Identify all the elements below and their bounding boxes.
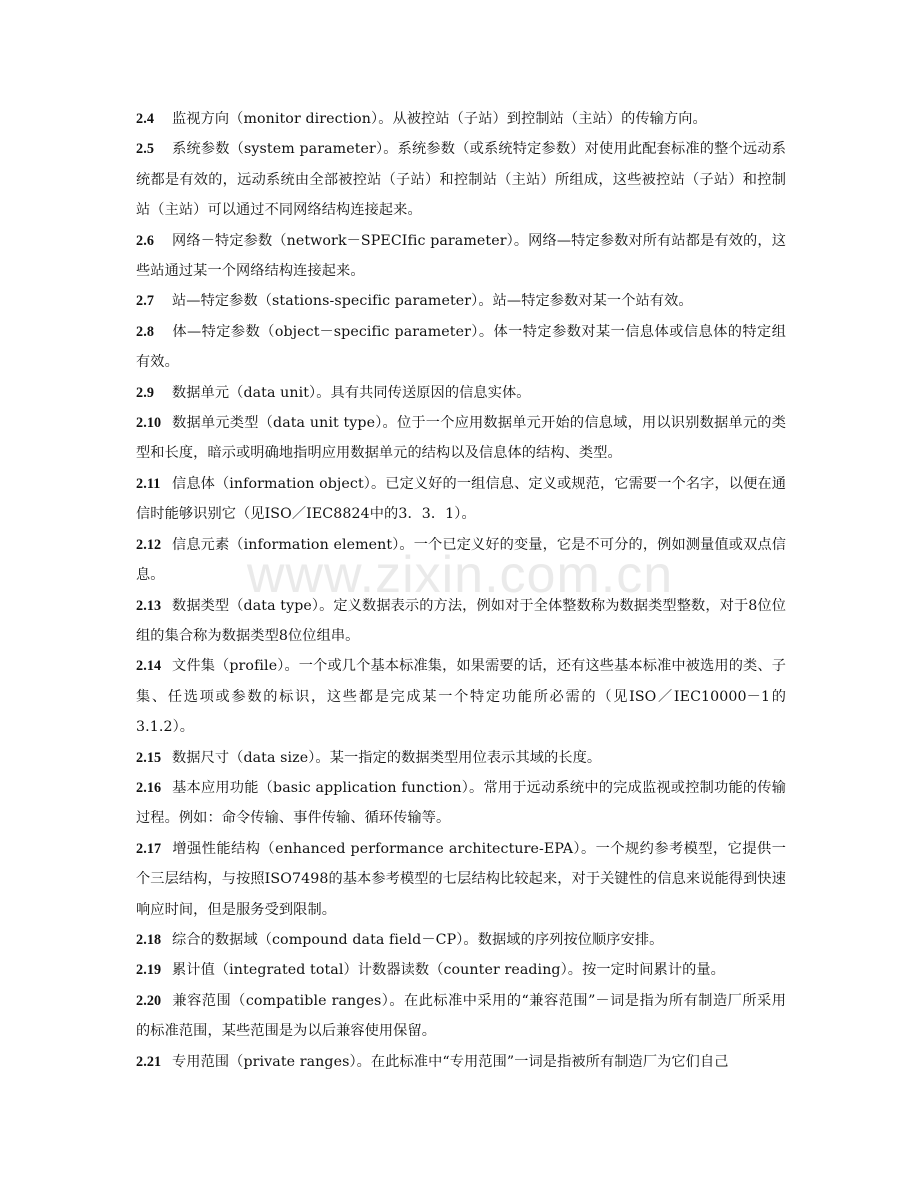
definition-entry [136,317,786,378]
definition-entry [136,104,786,134]
entry-number: 2.20 [136,992,162,1009]
definition-entry [136,773,786,834]
entry-text: 信息元素（information element）。一个已定义好的变量，它是不可分的，例如测量值或双点信息。 [136,536,786,584]
definition-entry [136,378,786,408]
entry-text: 数据类型（data type）。定义数据表示的方法，例如对于全体整数称为数据类型整数，对于8位位组的集合称为数据类型8位位组串。 [136,597,786,644]
entry-text: 数据单元类型（data unit type）。位于一个应用数据单元开始的信息域，用以识别数据单元的类型和长度，暗示或明确地指明应用数据单元的结构以及信息体的结构、类型。 [136,415,786,462]
entry-text: 综合的数据域（compound data field－CP）。数据域的序列按位顺序安排。 [172,931,664,948]
entry-number: 2.17 [136,840,162,857]
definition-entry [136,834,786,925]
entry-number: 2.9 [136,384,155,401]
entry-text: 数据尺寸（data size）。某一指定的数据类型用位表示其域的长度。 [172,749,602,766]
definition-entry [136,925,786,955]
definition-entry [136,226,786,287]
entry-text: 文件集（profile）。一个或几个基本标准集，如果需要的话，还有这些基本标准中被选用的类、子集、任选项或参数的标识，这些都是完成某一个特定功能所必需的（见ISO／IEC10000－1的3.1.2）。 [136,658,786,736]
definition-entry [136,530,786,591]
watermark: www.zixin.com.cn [246,546,674,604]
definition-entry [136,986,786,1047]
entry-number: 2.10 [136,415,162,432]
entry-number: 2.16 [136,779,162,796]
definition-entry [136,286,786,316]
definition-entry [136,651,786,742]
definition-entry [136,955,786,985]
entry-text: 累计值（integrated total）计数器读数（counter reading）。按一定时间累计的量。 [172,962,725,979]
entry-number: 2.15 [136,749,162,766]
entry-number: 2.12 [136,536,162,553]
entry-text: 站—特定参数（stations-specific parameter）。站—特定参数对某一个站有效。 [172,293,693,310]
entry-text: 基本应用功能（basic application function）。常用于远动系统中的完成监视或控制功能的传输过程。例如：命令传输、事件传输、循环传输等。 [136,779,786,827]
entry-text: 系统参数（system parameter）。系统参数（或系统特定参数）对使用此配套标准的整个远动系统都是有效的，远动系统由全部被控站（子站）和控制站（主站）所组成，这些被控站（子站）和控制站（主站）可以通过不同网络结构连接起来。 [136,141,786,219]
entry-number: 2.7 [136,293,155,310]
entry-number: 2.4 [136,111,155,127]
entry-text: 体—特定参数（object－specific parameter）。体一特定参数对某一信息体或信息体的特定组有效。 [136,323,786,371]
entry-number: 2.5 [136,141,155,158]
entry-number: 2.14 [136,658,162,675]
entry-number: 2.18 [136,931,162,948]
entry-text: 网络－特定参数（network－SPECIfic parameter）。网络—特定参数对所有站都是有效的，这些站通过某一个网络结构连接起来。 [136,232,786,280]
definition-entry [136,743,786,773]
entry-text: 兼容范围（compatible ranges）。在此标准中采用的“兼容范围”－词是指为所有制造厂所采用的标准范围，某些范围是为以后兼容使用保留。 [136,992,786,1040]
entry-number: 2.6 [136,232,155,249]
entry-text: 信息体（information object）。已定义好的一组信息、定义或规范，它需要一个名字，以便在通信时能够识别它（见ISO／IEC8824中的3．3．1）。 [136,475,786,523]
definition-entry [136,469,786,530]
entry-number: 2.11 [136,475,161,492]
document-page [136,104,786,1077]
entry-number: 2.21 [136,1053,162,1070]
entry-text: 增强性能结构（enhanced performance architecture-EPA）。一个规约参考模型，它提供一个三层结构，与按照ISO7498的基本参考模型的七层结构比较起来，对于关键性的信息来说能得到快速响应时间，但是服务受到限制。 [136,840,786,918]
entry-text: 监视方向（monitor direction）。从被控站（子站）到控制站（主站）的传输方向。 [172,111,707,127]
entry-text: 数据单元（data unit）。具有共同传送原因的信息实体。 [172,384,531,401]
entry-number: 2.8 [136,323,155,340]
definition-entry [136,1047,786,1077]
entry-number: 2.19 [136,962,162,979]
definition-entry [136,134,786,225]
entry-text: 专用范围（private ranges）。在此标准中“专用范围”一词是指被所有制造厂为它们自己 [172,1053,729,1070]
entry-number: 2.13 [136,597,162,614]
definition-entry [136,408,786,469]
definition-entry [136,591,786,652]
